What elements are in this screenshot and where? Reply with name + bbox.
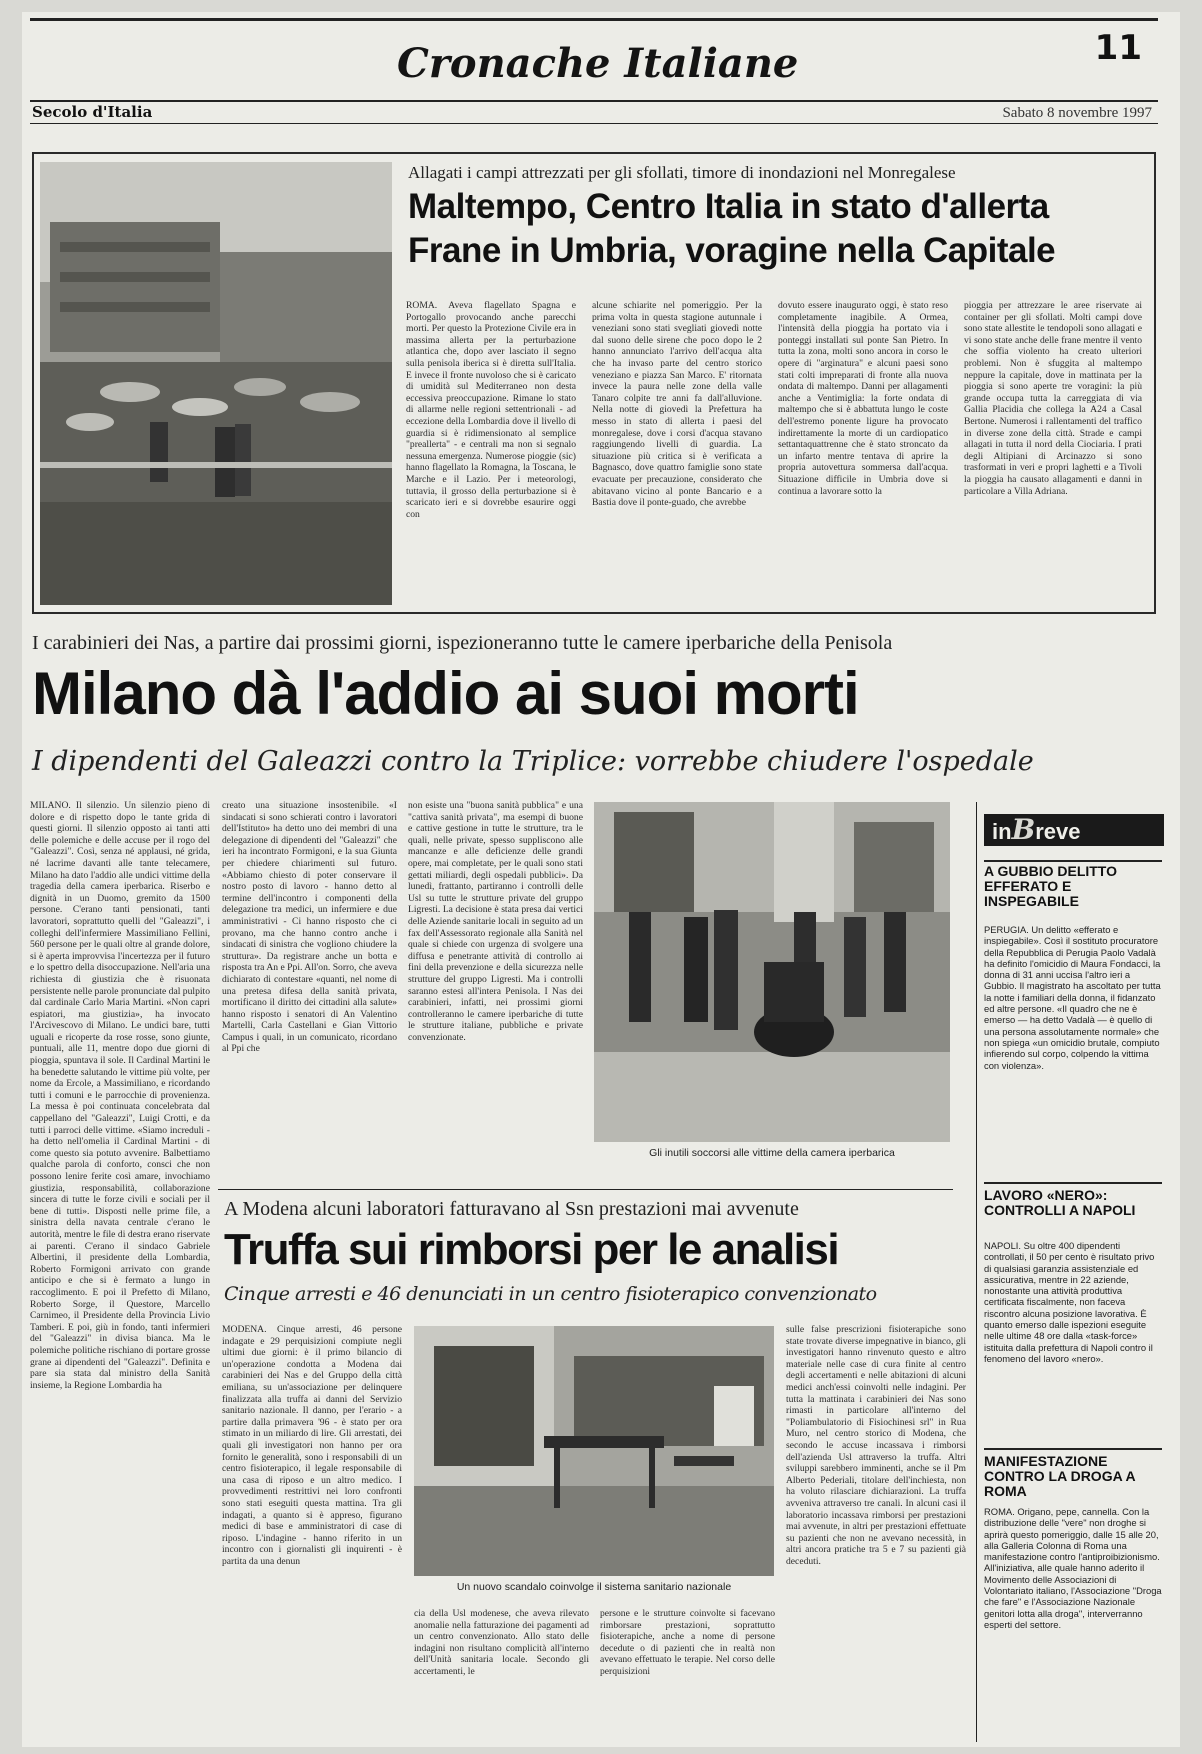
brevi-rule-2	[984, 1182, 1162, 1184]
brevi-item-3-title: MANIFESTAZIONE CONTRO LA DROGA A ROMA	[984, 1453, 1136, 1499]
story2-subhead: I dipendenti del Galeazzi contro la Triplice: vorrebbe chiudere l'ospedale	[32, 746, 1034, 777]
story1-col4: pioggia per attrezzare le aree riservate ai container per gli sfollati. Molti campi dove sono state allestite le tendopoli sono allagati e vi sono state anche delle frane mentre il vento che soffia violento ha creato ulteriori problemi. Non è sfuggita al maltempo neppure la capitale, dove in mattinata per la pioggia si sono aperte tre voragini: la più grande occupa tutta la carreggiata di via Gallia Placidia che collega la A24 a Casal Bertone. Numerosi i rallentamenti del traffico in diverse zone della città. Strade e campi allagati in tutta il nord della Ciociaria. I prati degli Altipiani di Arcinazzo si sono trasformati in veri e propri laghetti e a Tivoli la pioggia ha causato allagamenti e danni in particolare a Villa Adriana.	[964, 300, 1142, 497]
issue-date: Sabato 8 novembre 1997	[1002, 105, 1152, 121]
top-rule	[30, 18, 1158, 21]
lab-photo	[414, 1326, 774, 1576]
page-number: 11	[1094, 28, 1142, 68]
story3-col2: cia della Usl modenese, che aveva rilevato anomalie nella fatturazione dei pagamenti ad un centro convenzionato. Allo stato delle indagini non risultano complicità all'interno dell'Unità sanitaria locale. Secondo gli accertamenti, le	[414, 1608, 589, 1677]
story2-kicker: I carabinieri dei Nas, a partire dai prossimi giorni, ispezioneranno tutte le camere iperbariche della Penisola	[32, 632, 893, 654]
story3-kicker: A Modena alcuni laboratori fatturavano al Ssn prestazioni mai avvenute	[224, 1198, 799, 1220]
story2-col2: creato una situazione insostenibile. «I sindacati si sono schierati contro i lavoratori dell'Istituto» ha detto uno dei membri di una delegazione di dipendenti del "Galeazzi" che ieri ha incontrato Formigoni, e la sua Giunta per chiedere chiarimenti sul futuro. «Abbiamo chiesto di poter conservare il nostro posto di lavoro - hanno detto al termine dell'incontro i componenti della delegazione tra medici, un infermiere e due amministrativi - Ci hanno risposto che ci provano, ma che hanno contro anche i sindacati di sinistra che vogliono chiudere la struttura». Da registrare anche un botta e risposta tra An e Ppi. All'on. Sorro, che aveva dichiarato di contestare «quanti, nel nome di una pretesa difesa della sanità privata, mortificano il diritto dei cittadini alla salute» hanno risposto i senatori di An Valentino Martelli, Carla Castellani e Gian Vittorio Campus i quali, in un comunicato, ricordano al Ppi che	[222, 800, 397, 1055]
story3-headline: Truffa sui rimborsi per le analisi	[224, 1225, 839, 1274]
brevi-rule-1	[984, 860, 1162, 862]
story1-headline-1: Maltempo, Centro Italia in stato d'allerta	[408, 187, 1049, 226]
flood-photo	[40, 162, 392, 605]
paper-name: Secolo d'Italia	[32, 103, 153, 121]
brevi-item-2-title: LAVORO «NERO»: CONTROLLI A NAPOLI	[984, 1187, 1136, 1218]
brevi-header: inBreve	[984, 814, 1164, 846]
story3-photo-caption: Un nuovo scandalo coinvolge il sistema sanitario nazionale	[456, 1581, 732, 1593]
story1-col1: ROMA. Aveva flagellato Spagna e Portogallo provocando anche parecchi morti. Per questo la Protezione Civile era in massima allerta per la perturbazione atlantica che, dopo aver lasciato il segno sulla penisola iberica si è diretta sull'Italia. E invece il fronte nuvoloso che si è caricato di umidità sul Mediterraneo non desta eccessiva preoccupazione. Rimane lo stato di allarme nelle regioni settentrionali - ad eccezione della Lombardia dove il livello di guardia si è ridimensionato al semplice "preallerta" - e centrali ma non si segnalo nessuna emergenza. Numerose pioggie (sic) hanno flagellato la Romagna, la Toscana, le Marche e il Lazio. Per i meteorologi, tuttavia, il grosso della perturbazione si è scaricato ieri e si dovrebbe esaurire oggi con	[406, 300, 576, 520]
section-title: Cronache Italiane	[397, 40, 799, 87]
story2-photo-caption: Gli inutili soccorsi alle vittime della camera iperbarica	[649, 1147, 895, 1159]
story2-headline: Milano dà l'addio ai suoi morti	[32, 660, 859, 727]
brevi-divider	[976, 802, 977, 1742]
iperbaric-photo	[594, 802, 950, 1142]
brevi-item-1-text: PERUGIA. Un delitto «efferato e inspiegabile». Così il sostituto procuratore della Repubblica di Perugia Paolo Vadalà ha definito l'omicidio di Maura Fondacci, la donna di 31 anni uccisa l'altro ieri a Gubbio. Il magistrato ha ascoltato per tutta la notte i familiari della donna, il fidanzato ed altre persone. «Il quadro che ne è emerso — ha detto Vadalà — è quello di una persona assolutamente normale» che non spiega «un omicidio brutale, compiuto infierendo sul corpo, colpendo la vittima con violenza».	[984, 924, 1161, 1071]
flood-photo-illustration	[40, 162, 392, 605]
brevi-rule-3	[984, 1448, 1162, 1450]
brevi-item-2-text: NAPOLI. Su oltre 400 dipendenti controllati, il 50 per cento è risultato privo di qualsiasi garanzia assistenziale ed assicurativa, mentre in 22 aziende, nonostante una attività produttiva certificata fiscalmente, non faceva riscontro alcuna posizione lavorativa. È quanto emerso dalle ispezioni eseguite nelle ultime 48 ore dalla «task-force» istituita dalla prefettura di Napoli contro il fenomeno del lavoro «nero».	[984, 1240, 1155, 1364]
lab-photo-illustration	[414, 1326, 774, 1576]
masthead-rule	[30, 100, 1158, 102]
brevi-item-3-text: ROMA. Origano, pepe, cannella. Con la distribuzione delle "vere" non droghe si aprirà questo pomeriggio, dalle 15 alle 20, alla Galleria Colonna di Roma una manifestazione contro l'antiproibizionismo. All'iniziativa, alle quale hanno aderito il Movimento delle Associazioni di Volontariato italiano, l'Associazione "Droga che fare" e l'Associazione Nazionale genitori lotta alla droga", interverranno esperti del settore.	[984, 1506, 1162, 1630]
story3-col3: persone e le strutture coinvolte si facevano rimborsare prestazioni, soprattutto fisioterapiche, anche a nome di persone decedute o di pazienti che in realtà non avevano effettuato le terapie. Nel corso delle perquisizioni	[600, 1608, 775, 1677]
story1-headline-2: Frane in Umbria, voragine nella Capitale	[408, 231, 1056, 270]
story2-bottom-rule	[218, 1189, 953, 1190]
story1-kicker: Allagati i campi attrezzati per gli sfollati, timore di inondazioni nel Monregalese	[408, 163, 956, 182]
story2-col3: non esiste una "buona sanità pubblica" e una "cattiva sanità privata", ma esempi di buone e cattive gestione in tutte le strutture, tra le quali, nelle private, spesso suppliscono alle mancanze e alle deficienze delle grandi opere, mai completate, per le quali sono stati gettati miliardi, degli ospedali pubblici». Da lunedì, frattanto, partiranno i controlli delle Usl su tutte le strutture private del gruppo Ligresti. La decisione è stata presa dai vertici delle Aziende sanitarie locali in seguito ad un fax dell'Assessorato regionale alla Sanità nel quale si chiede con urgenza di svolgere una diffusa e penetrante attività di controllo ai fini della prevenzione e della sicurezza nelle strutture del gruppo Ligresti. Ma i controlli saranno estesi all'intera Penisola. I Nas dei carabinieri, infatti, nei prossimi giorni controlleranno le camere iperbariche di tutte le strutture italiane, pubbliche e private convenzionate.	[408, 800, 583, 1043]
story3-col4: sulle false prescrizioni fisioterapiche sono state trovate diverse impegnative in bianco, gli investigatori hanno rinvenuto questo e altro materiale nelle case di cura finite al centro degli accertamenti e nelle abitazioni di alcuni medici anch'essi coinvolti nelle indagini. Per tutta la mattinata i carabinieri dei Nas sono rimasti in particolare all'interno del "Poliambulatorio di Fisiochinesi srl" in Rua Muro, nel centro storico di Modena, che secondo le accuse incassava i rimborsi dell'azienda Usl attraverso la truffa. Altri sviluppi sarebbero imminenti, anche se il Pm Alberto Pederiali, titolare dell'inchiesta, non ha voluto rilasciare dichiarazioni. La truffa avveniva attraverso tre canali. In alcuni casi il laboratorio incassava rimborsi per prestazioni mai avvenute, in altri per prestazioni effettuate su pazienti che non ne avevano necessità, in altri ancora pratiche tra 5 e 7 su pazienti già deceduti.	[786, 1324, 966, 1567]
brevi-item-1-title: A GUBBIO DELITTO EFFERATO E INSPEGABILE	[984, 863, 1117, 909]
story1-col2: alcune schiarite nel pomeriggio. Per la prima volta in questa stagione autunnale i veneziani sono stati svegliati giovedì notte dal suono delle sirene che poco dopo le 2 hanno annunciato l'arrivo dell'acqua alta che ha invaso parte del centro storico veneziano e piazza San Marco. E' ritornata invece la paura nelle zone della valle Tanaro colpite tre anni fa dall'alluvione. Nella notte di giovedì la Prefettura ha messo in stato di allerta i paesi del monregalese, dove i corsi d'acqua stavano raggiungendo livelli di guardia. La situazione più critica si è verificata a Bagnasco, dove quattro famiglie sono state evacuate per precauzione, considerato che abitavano vicino al ponte Bancario e a Bastia dove il ponte-guado, che avrebbe	[592, 300, 762, 509]
story2-col1: MILANO. Il silenzio. Un silenzio pieno di dolore e di rispetto dopo le tante grida di questi giorni. Il silenzio opposto ai tanti atti delle polemiche e delle accuse per il rogo del "Galeazzi". Così, senza né applausi, né grida, né lacrime davanti alle tante telecamere, Milano ha dato l'addio alle undici vittime della tragedia della camera iperbarica. Riserbo e dignità in un Duomo, gremito da 1500 persone. C'erano tanti pensionati, tanti lavoratori, soprattutto quelli del "Galeazzi", i colleghi dell'infermiere Massimiliano Fellini, 560 persone per le quali oltre al grande dolore, si è aperta improvvisa l'incertezza per il futuro e lo spettro della disoccupazione. Nell'aria una richiesta di giustizia che è risuonata persistente nelle parole pronunciate dal pulpito dal cardinale Carlo Maria Martini. «Non capri espiatori, ma giustizia», ha invocato l'Arcivescovo di Milano. Le undici bare, tutti uguali e ricoperte da rose rosse, sono giunte, puntuali, alle 11, mentre dopo due giorni di pioggia, spuntava il sole. Il Cardinal Martini le ha benedette salutando le vittime più volte, per nome da Ercole, a Massimiliano, e ricordando tutti i comuni e le parrocchie di provenienza. La messa è poi continuata concelebrata dal cappellano del "Galeazzi", Luigi Crotti, e da tutti i parroci delle vittime. «Siamo increduli - ha detto nell'omelia il Cardinal Martini - di come questo sia potuto avvenire. Balbettiamo qualche parola di conforto, consci che non possono lenire ferite così amare, invochiamo giustizia, responsabilità, collaborazione sincera di tutte le forze civili e sociali per il bene di tutti». Disposti nelle prime file, a sinistra della navata centrale c'erano le autorità, mentre le file di destra erano riservate ai parenti. C'erano il sindaco Gabriele Albertini, il presidente della Lombardia, Roberto Formigoni arrivato con grande anticipo e che si è fermato a lungo in raccoglimento. E poi il Prefetto di Milano, Roberto Sorge, il Questore, Marcello Carnimeo, il Presidente della Provincia Livio Tamberi. E poi, giù in fondo, tanti infermieri del "Galeazzi" in divisa bianca. Ma le polemiche politiche rischiano di portare grosse grane ai dipendenti del "Galeazzi". Definita e pare sia stata dal ministro della Sanità insieme, la Regione Lombardia ha	[30, 800, 210, 1391]
story1-col3: dovuto essere inaugurato oggi, è stato reso completamente inagibile. A Ormea, l'intensità della pioggia ha portato via i ponteggi installati sul ponte San Pietro. In tutta la zona, molti sono ancora in corso le opere di "arginatura" e alcuni paesi sono stati colti impreparati di fronte alla nuova ondata di maltempo. Danni per allagamenti anche a Ventimiglia: la forte ondata di maltempo che si è abbattuta lungo le coste dell'estremo ponente ligure ha provocato indirettamente la morte di un cardiopatico settantaquattrenne che è stato stroncato da un infarto mentre tentava di aprire la propria autovettura sommersa dall'acqua. Situazione difficile in Umbria dove si continua a lavorare sotto la	[778, 300, 948, 497]
masthead-underline	[30, 123, 1158, 124]
story3-subhead: Cinque arresti e 46 denunciati in un centro fisioterapico convenzionato	[224, 1283, 877, 1305]
iperbaric-photo-illustration	[594, 802, 950, 1142]
newspaper-page	[22, 12, 1180, 1747]
story3-col1: MODENA. Cinque arresti, 46 persone indagate e 29 perquisizioni compiute negli ultimi due giorni: è il primo bilancio di un'operazione condotta a Modena dai carabinieri dei Nas e del Gruppo della città emiliana, su un'associazione per delinquere finalizzata alla truffa ai danni del Servizio sanitario nazionale. Il danno, per l'erario - a partire dalla primavera '96 - è stato per ora stimato in un miliardo di lire. Gli arrestati, dei quali gli investigatori non hanno per ora fornito le generalità, sono i responsabili di un centro fisioterapico, il legale responsabile di una casa di riposo e un altro medico. I provvedimenti restrittivi nei loro confronti sono stati eseguiti questa mattina. Tra gli indagati, a quanto si è appreso, figurano medici di base e amministratori di case di riposo. L'indagine - hanno riferito in un incontro con i giornalisti gli inquirenti - è partita da una denun	[222, 1324, 402, 1567]
